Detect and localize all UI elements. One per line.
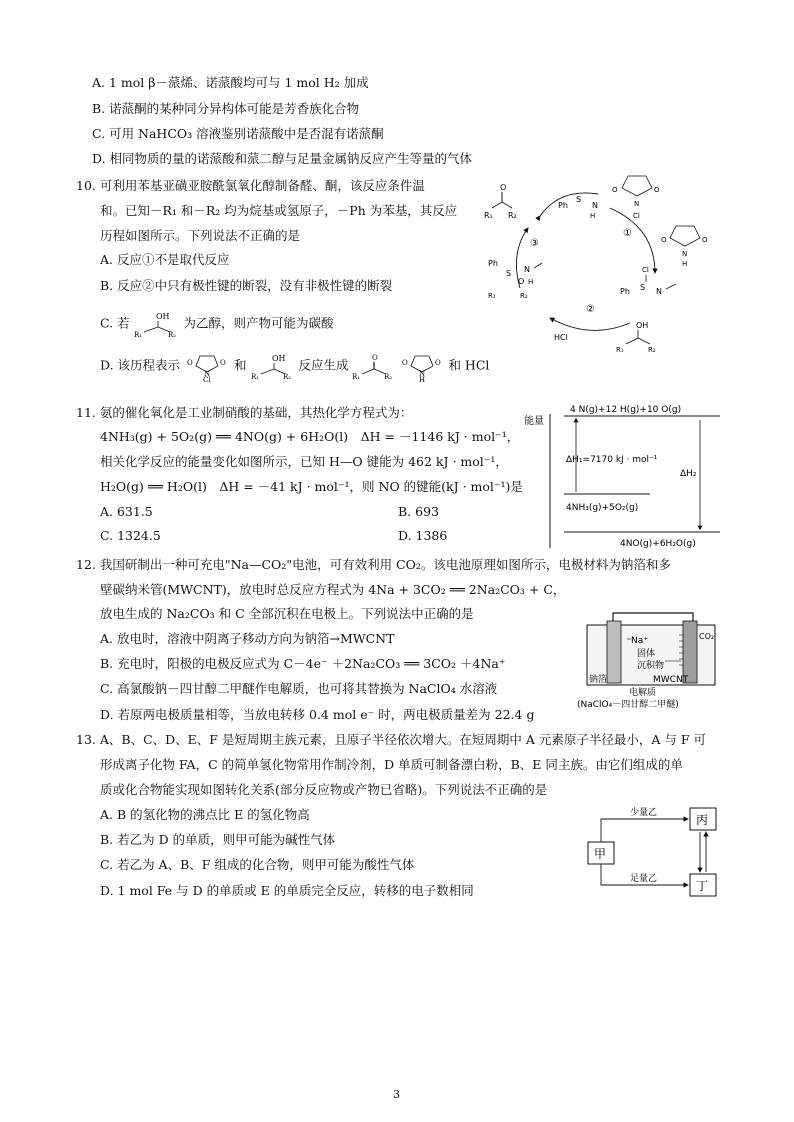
svg-text:R₂: R₂ xyxy=(282,373,291,380)
svg-text:OH: OH xyxy=(271,354,286,363)
sulfenamide-species xyxy=(558,195,598,220)
q13-option-c: C. 若乙为 A、B、F 组成的化合物，则甲可能为酸性气体 xyxy=(100,857,415,872)
mwcnt-label: MWCNT xyxy=(653,675,689,685)
svg-text:Cl: Cl xyxy=(633,212,640,220)
svg-text:R₂: R₂ xyxy=(167,331,176,338)
svg-text:甲: 甲 xyxy=(594,847,607,861)
q12-stem-line3: 放电生成的 Na₂CO₃ 和 C 全部沉积在电极上。下列说法中正确的是 xyxy=(100,606,474,621)
svg-text:N: N xyxy=(524,265,530,274)
svg-text:R₁: R₁ xyxy=(616,346,624,354)
svg-text:S: S xyxy=(576,195,582,204)
conversion-diagram xyxy=(584,804,724,900)
q13-option-a: A. B 的氢化物的沸点比 E 的氢化物高 xyxy=(100,807,310,822)
svg-text:R₂: R₂ xyxy=(384,373,393,380)
electrolyte-detail: (NaClO₄－四甘醇二甲醚) xyxy=(577,700,679,709)
step-2-label: ② xyxy=(586,304,595,315)
q10-option-d-mid2: 反应生成 xyxy=(298,357,349,373)
svg-text:O: O xyxy=(518,277,525,286)
alcohol-structure xyxy=(134,310,180,338)
q10-stem-line2: 和。已知－R₁ 和－R₂ 均为烷基或氢原子，－Ph 为苯基，其反应 xyxy=(100,203,458,218)
q12-option-b: B. 充电时，阳极的电极反应式为 C－4e⁻ ＋2Na₂CO₃ ══ 3CO₂ ＋4Na⁺ xyxy=(100,656,506,671)
hcl-label: HCl xyxy=(554,333,568,342)
sodium-foil-electrode xyxy=(607,621,621,683)
svg-text:O: O xyxy=(435,359,442,367)
svg-text:OH: OH xyxy=(636,321,649,330)
svg-text:N: N xyxy=(204,370,211,378)
svg-text:H: H xyxy=(419,376,426,382)
reactant-level-label: 4NH₃(g)+5O₂(g) xyxy=(566,503,639,513)
q10-option-b: B. 反应②中只有极性键的断裂，没有非极性键的断裂 xyxy=(100,278,393,293)
q11-option-d: D. 1386 xyxy=(398,528,448,543)
nhs-structure xyxy=(400,350,444,382)
q12-stem-line1: 12. 我国研制出一种可充电"Na—CO₂"电池，可有效利用 CO₂。该电池原理如图所示，电极材料为钠箔和多 xyxy=(76,557,671,572)
co2-label: CO₂ xyxy=(699,632,715,641)
q13-option-b: B. 若乙为 D 的单质，则甲可能为碱性气体 xyxy=(100,832,336,847)
product-level-label: 4NO(g)+6H₂O(g) xyxy=(620,539,696,549)
excess-yi-label: 足量乙 xyxy=(630,874,658,884)
svg-text:丁: 丁 xyxy=(696,879,709,893)
svg-text:H: H xyxy=(590,212,596,220)
svg-text:O: O xyxy=(220,359,226,367)
svg-text:Ph: Ph xyxy=(558,201,568,210)
svg-text:R₁: R₁ xyxy=(484,211,493,220)
carbonyl-structure xyxy=(352,352,396,380)
svg-text:Cl: Cl xyxy=(642,266,649,274)
na-co2-battery-diagram xyxy=(575,605,727,709)
delta-h1-label: ΔH₁=7170 kJ · mol⁻¹ xyxy=(566,455,658,465)
svg-text:R₁: R₁ xyxy=(488,292,496,300)
svg-text:N: N xyxy=(634,200,640,208)
electrolyte-label: 电解质 xyxy=(629,688,657,698)
svg-text:Ph: Ph xyxy=(620,287,630,296)
svg-text:O: O xyxy=(702,236,708,244)
svg-text:N: N xyxy=(419,370,426,378)
svg-text:H: H xyxy=(682,260,688,268)
svg-text:N: N xyxy=(592,201,598,210)
delta-h2-label: ΔH₂ xyxy=(680,469,697,479)
ncs-structure xyxy=(184,350,230,382)
q10-option-a: A. 反应①不是取代反应 xyxy=(100,252,230,267)
top-level-label: 4 N(g)+12 H(g)+10 O(g) xyxy=(570,405,682,415)
q11-stem-line4: H₂O(g) ══ H₂O(l) ΔH = －41 kJ · mol⁻¹，则 NO 的键能(kJ · mol⁻¹)是 xyxy=(100,479,523,494)
svg-text:R₁: R₁ xyxy=(352,373,361,380)
q12-stem-line2: 壁碳纳米管(MWCNT)，放电时总反应方程式为 4Na + 3CO₂ ══ 2Na₂CO₃ + C， xyxy=(100,582,566,597)
q10-option-d-mid1: 和 xyxy=(234,357,247,373)
svg-text:Ph: Ph xyxy=(488,259,498,268)
svg-text:Cl: Cl xyxy=(203,376,211,382)
q13-stem-line3: 质或化合物能实现如图转化关系(部分反应物或产物已省略)。下列说法不正确的是 xyxy=(100,782,548,797)
q13-stem-line1: 13. A、B、C、D、E、F 是短周期主族元素，且原子半径依次增大。在短周期中 A 元素原子半径最小，A 与 F 可 xyxy=(76,732,707,747)
svg-text:H: H xyxy=(528,278,534,286)
step-3-label: ③ xyxy=(530,238,539,249)
nhs-byproduct xyxy=(661,226,708,268)
alkoxy-intermediate xyxy=(488,259,542,300)
q12-option-c: C. 高氯酸钠－四甘醇二甲醚作电解质，也可将其替换为 NaClO₄ 水溶液 xyxy=(100,681,498,696)
page-number: 3 xyxy=(393,1088,400,1101)
q10-option-d xyxy=(100,350,489,382)
svg-text:O: O xyxy=(402,359,409,367)
q12-option-d: D. 若原两电极质量相等，当放电转移 0.4 mol e⁻ 时，两电极质量差为 22.4 g xyxy=(100,707,535,722)
solid-label: 固体 xyxy=(637,649,656,659)
svg-text:O: O xyxy=(612,186,618,194)
sulfinimidoyl-chloride xyxy=(620,266,676,296)
sodium-foil-label: 钠箔 xyxy=(589,675,608,685)
q10-option-c xyxy=(100,310,334,338)
energy-axis-label: 能量 xyxy=(524,416,544,427)
svg-text:R₁: R₁ xyxy=(133,331,142,338)
deposit-label: 沉积物 xyxy=(637,661,665,671)
svg-text:O: O xyxy=(661,236,667,244)
ncs-reagent xyxy=(612,176,660,220)
svg-text:N: N xyxy=(656,287,662,296)
carbonyl-product xyxy=(484,183,517,220)
svg-text:R₁: R₁ xyxy=(250,373,259,380)
svg-text:O: O xyxy=(372,354,379,362)
q10-option-c-post: 为乙醇，则产物可能为碳酸 xyxy=(183,315,334,331)
svg-text:S: S xyxy=(506,269,512,278)
svg-text:OH: OH xyxy=(155,312,170,321)
little-yi-label: 少量乙 xyxy=(630,808,658,818)
q12-option-a: A. 放电时，溶液中阴离子移动方向为钠箔→MWCNT xyxy=(100,631,395,646)
mwcnt-electrode xyxy=(683,621,697,683)
q10-stem-line1: 10. 可利用苯基亚磺亚胺酰氯氧化醇制备醛、酮，该反应条件温 xyxy=(76,178,425,193)
q10-stem-line3: 历程如图所示。下列说法不正确的是 xyxy=(100,228,301,243)
q11-option-c: C. 1324.5 xyxy=(100,528,161,543)
q9-option-c: C. 可用 NaHCO₃ 溶液鉴别诺蒎酸中是否混有诺蒎酮 xyxy=(92,126,384,141)
alcohol-structure-d xyxy=(251,352,295,380)
svg-text:O: O xyxy=(500,183,507,192)
svg-text:N: N xyxy=(682,250,688,258)
q11-option-a: A. 631.5 xyxy=(100,504,153,519)
q9-option-a: A. 1 mol β－蒎烯、诺蒎酸均可与 1 mol H₂ 加成 xyxy=(92,75,369,90)
svg-text:S: S xyxy=(640,283,646,292)
q10-option-d-pre: D. 该历程表示 xyxy=(100,357,181,373)
energy-level-diagram xyxy=(520,400,730,550)
svg-text:丙: 丙 xyxy=(696,813,709,827)
svg-text:R₂: R₂ xyxy=(648,346,656,354)
q11-stem-line1: 11. 氨的催化氧化是工业制硝酸的基础，其热化学方程式为： xyxy=(76,405,413,420)
q13-stem-line2: 形成离子化物 FA，C 的简单氢化物常用作制冷剂，D 单质可制备漂白粉，B、E 同主族。由它们组成的单 xyxy=(100,757,683,772)
q9-option-d: D. 相同物质的量的诺蒎酸和蒎二醇与足量金属钠反应产生等量的气体 xyxy=(92,151,473,166)
na-ion-label: Na⁺ xyxy=(631,636,648,646)
svg-text:O: O xyxy=(187,359,193,367)
reaction-mechanism-diagram xyxy=(480,168,730,358)
svg-text:R₂: R₂ xyxy=(508,211,517,220)
q11-option-b: B. 693 xyxy=(398,504,439,519)
q13-option-d: D. 1 mol Fe 与 D 的单质或 E 的单质完全反应，转移的电子数相同 xyxy=(100,883,474,898)
svg-text:O: O xyxy=(654,186,660,194)
svg-text:R₂: R₂ xyxy=(520,292,528,300)
q10-option-c-pre: C. 若 xyxy=(100,315,130,331)
step-1-label: ① xyxy=(623,228,632,239)
q11-stem-line3: 相关化学反应的能量变化如图所示，已知 H—O 键能为 462 kJ · mol⁻¹， xyxy=(100,454,508,469)
q10-option-d-post: 和 HCl xyxy=(448,357,490,373)
q9-option-b: B. 诺蒎酮的某种同分异构体可能是芳香族化合物 xyxy=(92,101,360,116)
q11-stem-line2: 4NH₃(g) + 5O₂(g) ══ 4NO(g) + 6H₂O(l) ΔH = －1146 kJ · mol⁻¹， xyxy=(100,429,520,444)
